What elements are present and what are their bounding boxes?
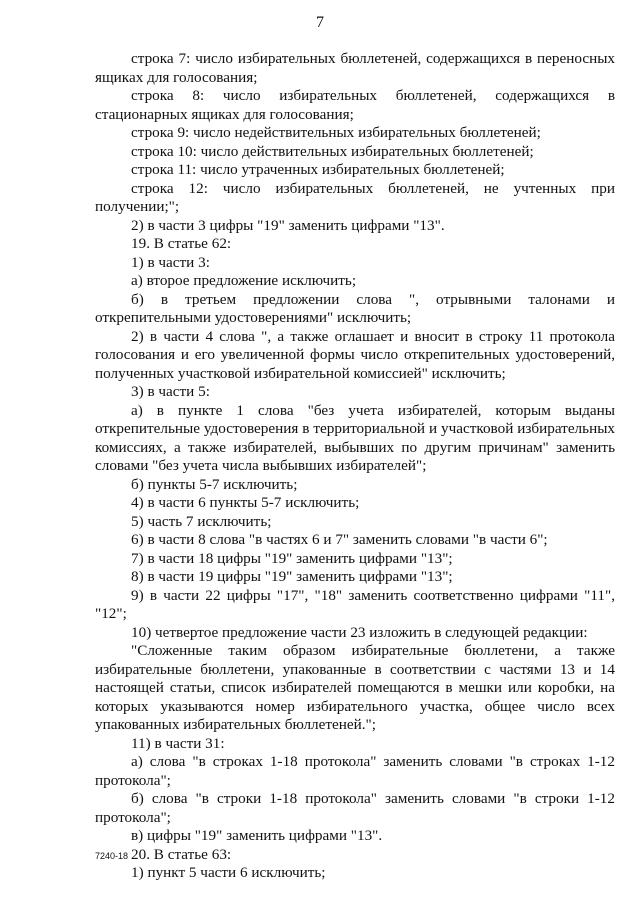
paragraph: 2) в части 4 слова ", а также оглашает и вносит в строку 11 протокола голосования и его увеличенной формы число открепительных удостоверений, полученных участковой избирательной комиссией" исключить; <box>95 327 615 382</box>
paragraph: б) в третьем предложении слова ", отрывными талонами и открепительными удостоверениями" исключить; <box>95 290 615 326</box>
paragraph: 7) в части 18 цифры "19" заменить цифрами "13"; <box>131 549 453 567</box>
paragraph: 1) пункт 5 части 6 исключить; <box>131 864 326 881</box>
paragraph: 3) в части 5: <box>131 383 210 400</box>
paragraph: б) пункты 5-7 исключить; <box>131 475 298 493</box>
paragraph: строка 11: число утраченных избирательных бюллетеней; <box>131 161 505 178</box>
paragraph: строка 7: число избирательных бюллетеней, содержащихся в переносных ящиках для голосования; <box>95 50 615 86</box>
paragraph: а) слова "в строках 1-18 протокола" заменить словами "в строках 1-12 протокола"; <box>95 753 615 789</box>
paragraph: 1) в части 3: <box>131 253 210 271</box>
paragraph: 4) в части 6 пункты 5-7 исключить; <box>131 494 360 511</box>
paragraph: строка 8: число избирательных бюллетеней, содержащихся в стационарных ящиках для голосования; <box>95 87 615 123</box>
page-number: 7 <box>316 14 324 31</box>
paragraph: 8) в части 19 цифры "19" заменить цифрами "13"; <box>131 568 453 585</box>
paragraph: 2) в части 3 цифры "19" заменить цифрами "13". <box>131 216 445 234</box>
paragraph: строка 9: число недействительных избирательных бюллетеней; <box>131 124 541 141</box>
paragraph: 10) четвертое предложение части 23 изложить в следующей редакции: <box>131 623 588 641</box>
paragraph: 6) в части 8 слова "в частях 6 и 7" заменить словами "в части 6"; <box>131 531 548 548</box>
paragraph: 19. В статье 62: <box>131 235 232 252</box>
paragraph: 9) в части 22 цифры "17", "18" заменить соответственно цифрами "11", "12"; <box>95 586 615 622</box>
paragraph: а) второе предложение исключить; <box>131 272 357 289</box>
document-body <box>95 50 615 883</box>
paragraph: 11) в части 31: <box>131 734 225 752</box>
footer-code: 7240-18 <box>95 851 129 861</box>
paragraph: а) в пункте 1 слова "без учета избирателей, которым выданы открепительные удостоверения в территориальной и участковой избирательных комиссиях, а также избирателей, выбывших по другим причинам" заменить словами "без учета числа выбывших избирателей"; <box>95 401 615 474</box>
paragraph: "Сложенные таким образом избирательные бюллетени, а также избирательные бюллетени, упакованные в соответствии с частями 13 и 14 настоящей статьи, список избирателей помещаются в мешки или коробки, на которых указываются номер избирательного участка, общее число всех упакованных избирательных бюллетеней."; <box>95 642 615 733</box>
paragraph: б) слова "в строки 1-18 протокола" заменить словами "в строки 1-12 протокола"; <box>95 790 615 826</box>
paragraph: в) цифры "19" заменить цифрами "13". <box>131 827 383 844</box>
paragraph: строка 12: число избирательных бюллетеней, не учтенных при получении;"; <box>95 179 615 215</box>
paragraph: 20. В статье 63: <box>131 845 232 863</box>
paragraph: строка 10: число действительных избирательных бюллетеней; <box>131 142 534 160</box>
paragraph: 5) часть 7 исключить; <box>131 512 272 530</box>
